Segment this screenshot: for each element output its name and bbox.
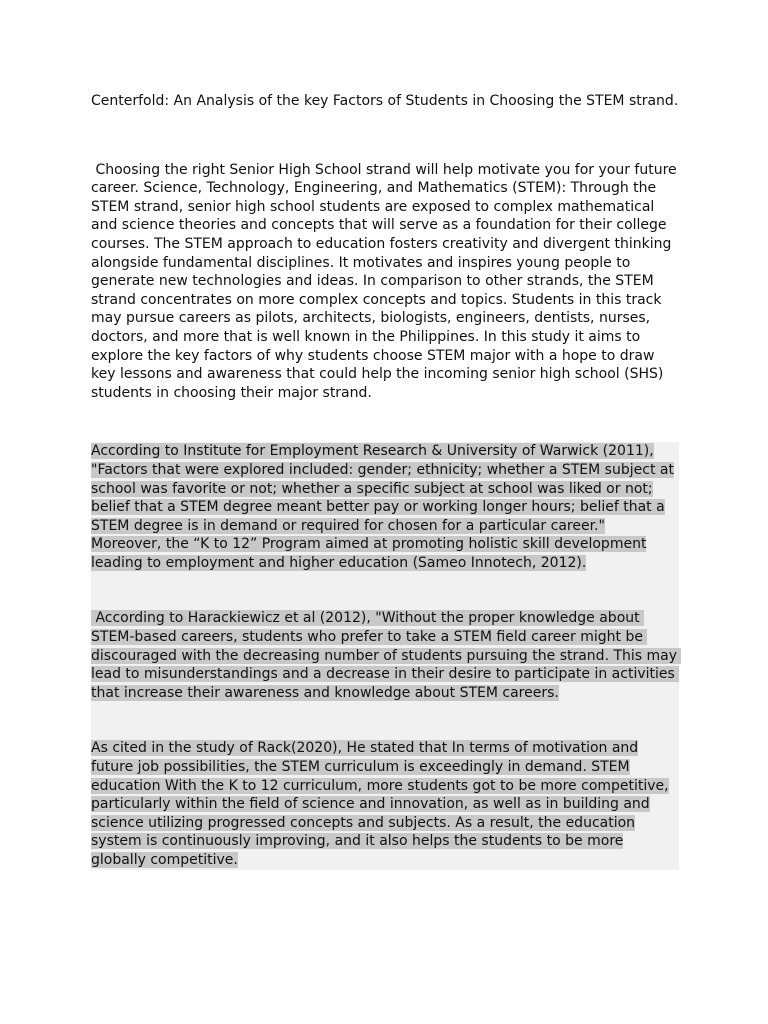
- highlighted-text: As cited in the study of Rack(2020), He stated that In terms of motivation and future job possibilities, the STEM curriculum is exceedingly in demand. STEM education With the K to 12 curriculum, more students got to be more competitive, particularly within the field of science and innovation, as well as in building and science utilizing progressed concepts and subjects. As a result, the education system is continuously improving, and it also helps the students to be more globally competitive.: [91, 740, 669, 868]
- paragraph-gap: [91, 572, 679, 609]
- paragraph-harackiewicz: [91, 609, 682, 702]
- paragraph-warwick: [91, 442, 679, 572]
- highlighted-text: According to Institute for Employment Research & University of Warwick (2011), "Factors that were explored included: gender; ethnicity; whether a STEM subject at school was favorite or not; whether a specific subject at school was liked or not; belief that a STEM degree meant better pay or working longer hours; belief that a STEM degree is in demand or required for chosen for a particular career." Moreover, the “K to 12” Program aimed at promoting holistic skill development leading to employment and higher education (Sameo Innotech, 2012).: [91, 443, 674, 571]
- paragraph-gap: [91, 702, 679, 739]
- document-title: Centerfold: An Analysis of the key Factors of Students in Choosing the STEM strand.: [91, 93, 679, 109]
- paragraph-rack: [91, 739, 679, 869]
- intro-paragraph: Choosing the right Senior High School strand will help motivate you for your future career. Science, Technology, Engineering, and Mathematics (STEM): Through the STEM strand, senior high school students are exposed to complex mathematical and science theories and concepts that will serve as a foundation for their college courses. The STEM approach to education fosters creativity and divergent thinking alongside fundamental disciplines. It motivates and inspires young people to generate new technologies and ideas. In comparison to other strands, the STEM strand concentrates on more complex concepts and topics. Students in this track may pursue careers as pilots, architects, biologists, engineers, dentists, nurses, doctors, and more that is well known in the Philippines. In this study it aims to explore the key factors of why students choose STEM major with a hope to draw key lessons and awareness that could help the incoming senior high school (SHS) students in choosing their major strand.: [91, 161, 682, 401]
- shaded-section: [91, 442, 682, 869]
- document-page: [91, 92, 681, 870]
- highlighted-text: According to Harackiewicz et al (2012), "Without the proper knowledge about STEM-based careers, students who prefer to take a STEM field career might be discouraged with the decreasing number of students pursuing the strand. This may lead to misunderstandings and a decrease in their desire to participate in activities that increase their awareness and knowledge about STEM careers.: [91, 610, 682, 701]
